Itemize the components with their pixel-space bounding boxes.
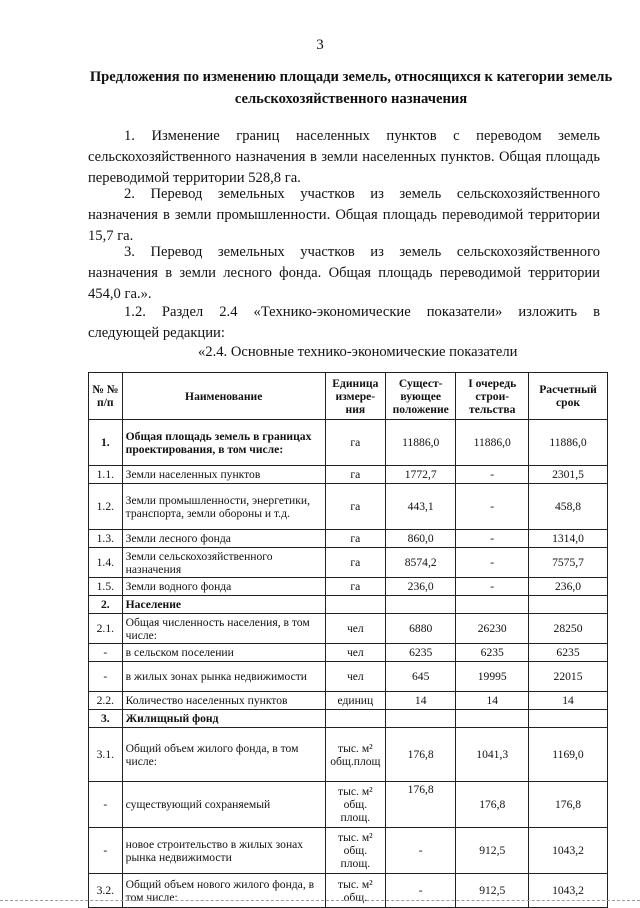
row-name: Жилищный фонд — [122, 710, 325, 728]
row-number: 1. — [89, 420, 123, 466]
row-name: Общий объем нового жилого фонда, в том числе: — [122, 874, 325, 908]
table-row — [89, 662, 608, 692]
row-existing — [385, 596, 455, 614]
row-estimated: 1043,2 — [529, 874, 608, 908]
table-row — [89, 874, 608, 908]
row-number: 1.4. — [89, 548, 123, 578]
row-unit: тыс. м² общ.площ — [325, 728, 385, 782]
row-existing: 6880 — [385, 614, 455, 644]
indicators-table — [88, 372, 608, 908]
row-estimated: 176,8 — [529, 782, 608, 828]
row-name: существующий сохраняемый — [122, 782, 325, 828]
row-name: новое строительство в жилых зонах рынка недвижимости — [122, 828, 325, 874]
row-existing — [385, 710, 455, 728]
table-row — [89, 466, 608, 484]
row-estimated: 7575,7 — [529, 548, 608, 578]
row-name: Земли населенных пунктов — [122, 466, 325, 484]
row-unit: га — [325, 578, 385, 596]
row-number: - — [89, 644, 123, 662]
row-estimated: 458,8 — [529, 484, 608, 530]
row-first-stage: - — [456, 484, 529, 530]
row-name: Общая численность населения, в том числе: — [122, 614, 325, 644]
page-edge-line — [0, 900, 640, 901]
paragraph-3: 3. Перевод земельных участков из земель сельскохозяйственного назначения в земли лесного фонда. Общая площадь переводимой территории 454,0 га.». — [88, 244, 600, 302]
row-first-stage: 912,5 — [456, 874, 529, 908]
row-number: - — [89, 782, 123, 828]
row-unit: га — [325, 548, 385, 578]
row-name: Общий объем жилого фонда, в том числе: — [122, 728, 325, 782]
table-row — [89, 484, 608, 530]
row-estimated: 28250 — [529, 614, 608, 644]
row-unit — [325, 710, 385, 728]
row-unit: тыс. м² общ. площ. — [325, 782, 385, 828]
row-unit: чел — [325, 644, 385, 662]
row-first-stage: 6235 — [456, 644, 529, 662]
row-estimated: 236,0 — [529, 578, 608, 596]
row-first-stage: 19995 — [456, 662, 529, 692]
row-existing: 11886,0 — [385, 420, 455, 466]
row-first-stage: - — [456, 548, 529, 578]
header-estimated: Расчетный срок — [529, 373, 608, 420]
row-unit: га — [325, 484, 385, 530]
table-row — [89, 420, 608, 466]
page-number: 3 — [316, 37, 324, 53]
row-first-stage: - — [456, 466, 529, 484]
row-existing: - — [385, 874, 455, 908]
row-name: Земли водного фонда — [122, 578, 325, 596]
row-existing: 860,0 — [385, 530, 455, 548]
table-row — [89, 644, 608, 662]
table-row — [89, 614, 608, 644]
row-first-stage: 11886,0 — [456, 420, 529, 466]
table-row — [89, 710, 608, 728]
row-number: 1.2. — [89, 484, 123, 530]
row-unit: чел — [325, 614, 385, 644]
row-existing: 8574,2 — [385, 548, 455, 578]
row-existing: 6235 — [385, 644, 455, 662]
row-name: Земли промышленности, энергетики, транспорта, земли обороны и т.д. — [122, 484, 325, 530]
table-row — [89, 692, 608, 710]
row-number: 2.1. — [89, 614, 123, 644]
row-number: - — [89, 662, 123, 692]
row-estimated: 1043,2 — [529, 828, 608, 874]
row-first-stage: - — [456, 578, 529, 596]
row-name: Количество населенных пунктов — [122, 692, 325, 710]
table-row — [89, 530, 608, 548]
row-unit: га — [325, 420, 385, 466]
row-number: 3.2. — [89, 874, 123, 908]
header-first-stage: I очередь строи-тельства — [456, 373, 529, 420]
row-first-stage — [456, 710, 529, 728]
row-number: 1.3. — [89, 530, 123, 548]
row-number: - — [89, 828, 123, 874]
row-existing: 176,8 — [385, 728, 455, 782]
row-number: 3.1. — [89, 728, 123, 782]
table-row — [89, 782, 608, 828]
row-first-stage: 14 — [456, 692, 529, 710]
row-existing: 236,0 — [385, 578, 455, 596]
row-estimated: 1314,0 — [529, 530, 608, 548]
row-existing: 176,8 — [385, 782, 455, 828]
table-header-row — [89, 373, 608, 420]
row-estimated — [529, 596, 608, 614]
section-heading: Предложения по изменению площади земель, относящихся к категории земель сельскохозяйственного назначения — [89, 69, 613, 107]
row-first-stage: 26230 — [456, 614, 529, 644]
row-unit: тыс. м² общ. — [325, 874, 385, 908]
row-estimated: 22015 — [529, 662, 608, 692]
table-row — [89, 548, 608, 578]
row-existing: 645 — [385, 662, 455, 692]
row-number: 2.2. — [89, 692, 123, 710]
row-number: 3. — [89, 710, 123, 728]
row-existing: 14 — [385, 692, 455, 710]
row-estimated: 2301,5 — [529, 466, 608, 484]
header-number: № № п/п — [89, 373, 123, 420]
row-existing: 443,1 — [385, 484, 455, 530]
row-name: в сельском поселении — [122, 644, 325, 662]
row-estimated: 11886,0 — [529, 420, 608, 466]
header-existing: Сущест-вующее положение — [385, 373, 455, 420]
table-row — [89, 596, 608, 614]
paragraph-2: 2. Перевод земельных участков из земель сельскохозяйственного назначения в земли промышленности. Общая площадь переводимой территории 15,7 га. — [88, 186, 600, 244]
paragraph-1: 1. Изменение границ населенных пунктов с переводом земель сельскохозяйственного назначения в земли населенных пунктов. Общая площадь переводимой территории 528,8 га. — [88, 128, 600, 186]
row-first-stage: 912,5 — [456, 828, 529, 874]
row-number: 1.1. — [89, 466, 123, 484]
row-first-stage — [456, 596, 529, 614]
row-number: 1.5. — [89, 578, 123, 596]
row-estimated: 1169,0 — [529, 728, 608, 782]
row-unit — [325, 596, 385, 614]
row-first-stage: - — [456, 530, 529, 548]
row-first-stage: 176,8 — [456, 782, 529, 828]
row-unit: тыс. м² общ. площ. — [325, 828, 385, 874]
row-estimated: 6235 — [529, 644, 608, 662]
row-estimated: 14 — [529, 692, 608, 710]
row-existing: 1772,7 — [385, 466, 455, 484]
table-row — [89, 728, 608, 782]
paragraph-4: 1.2. Раздел 2.4 «Технико-экономические показатели» изложить в следующей редакции: — [88, 304, 600, 341]
table-row — [89, 828, 608, 874]
row-unit: га — [325, 466, 385, 484]
table-title: «2.4. Основные технико-экономические показатели — [198, 344, 518, 360]
row-name: Общая площадь земель в границах проектирования, в том числе: — [122, 420, 325, 466]
row-name: в жилых зонах рынка недвижимости — [122, 662, 325, 692]
row-unit: чел — [325, 662, 385, 692]
row-name: Земли сельскохозяйственного назначения — [122, 548, 325, 578]
row-existing: - — [385, 828, 455, 874]
header-unit: Единица измере-ния — [325, 373, 385, 420]
row-estimated — [529, 710, 608, 728]
row-name: Земли лесного фонда — [122, 530, 325, 548]
row-number: 2. — [89, 596, 123, 614]
row-unit: га — [325, 530, 385, 548]
header-name: Наименование — [122, 373, 325, 420]
row-unit: единиц — [325, 692, 385, 710]
row-first-stage: 1041,3 — [456, 728, 529, 782]
table-row — [89, 578, 608, 596]
row-name: Население — [122, 596, 325, 614]
